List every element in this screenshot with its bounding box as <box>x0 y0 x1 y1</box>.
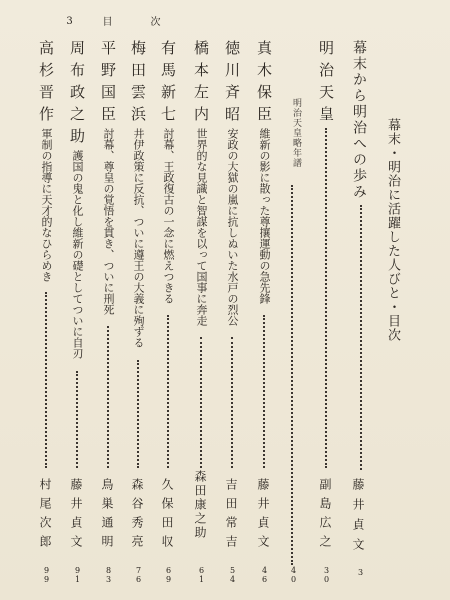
entry-leader-dots <box>45 292 47 468</box>
entry-desc: 軍制の指導に天才的なひらめき <box>40 128 53 282</box>
entry-page-number: 83 <box>104 566 113 584</box>
part-author: 藤井貞文 <box>351 478 365 558</box>
entry-leader-dots <box>137 360 139 468</box>
entry-page-number: 46 <box>260 566 269 584</box>
entry-name: 梅田雲浜 <box>129 40 147 128</box>
entry-leader-dots <box>325 128 327 468</box>
part-page-number: 3 <box>356 568 365 577</box>
entry-page-number: 69 <box>164 566 173 584</box>
entry-author: 藤井貞文 <box>256 478 270 554</box>
part-title-text: 幕末から明治への歩み <box>351 40 367 200</box>
entry-leader-dots <box>231 337 233 468</box>
entry-desc: 世界的な見識と智謀を以って国事に奔走 <box>195 128 208 326</box>
entry-name: 真木保臣 <box>255 40 273 128</box>
entry-leader-dots <box>263 315 265 468</box>
entry-author: 久保田収 <box>160 478 174 554</box>
entry-author: 藤井貞文 <box>69 478 83 554</box>
chronology-label: 明治天皇略年譜 <box>291 98 301 168</box>
entry-name: 平野国臣 <box>99 40 117 128</box>
part-leader-dots <box>360 205 362 470</box>
entry-desc: 安政の大獄の嵐に抗しぬいた水戸の烈公 <box>226 128 239 326</box>
part-title <box>352 40 366 200</box>
chronology-page-number: 40 <box>289 566 298 584</box>
entry-author: 副島広之 <box>318 478 332 554</box>
entry-name: 有馬新七 <box>159 40 177 128</box>
page-number: 3 <box>64 16 75 27</box>
book-title: 幕末・明治に活躍した人びと・目次 <box>385 118 400 342</box>
entry-author: 村尾次郎 <box>38 478 52 554</box>
chronology-leader-dots <box>291 185 293 565</box>
entry-desc: 討幕、王政復古の一念に燃えつきる <box>162 128 175 304</box>
entry-page-number: 76 <box>134 566 143 584</box>
entry-desc: 討幕、尊皇の覚悟を貫き、ついに刑死 <box>102 128 115 315</box>
header-tsugi: 次 <box>148 16 159 26</box>
entry-leader-dots <box>167 315 169 468</box>
entry-desc: 護国の鬼と化し維新の礎としてついに自刃 <box>71 150 84 359</box>
entry-page-number: 91 <box>73 566 82 584</box>
entry-author: 森谷秀亮 <box>130 478 144 554</box>
entry-page-number: 99 <box>42 566 51 584</box>
entry-leader-dots <box>76 371 78 468</box>
header-mu: 目 <box>100 16 111 26</box>
entry-desc: 維新の影に散った尊攘運動の急先鋒 <box>258 128 271 304</box>
entry-page-number: 30 <box>322 566 331 584</box>
entry-author: 鳥巣通明 <box>100 478 114 554</box>
entry-author: 吉田常吉 <box>224 478 238 554</box>
entry-author: 森田康之助 <box>193 470 207 540</box>
entry-desc: 井伊政策に反抗、ついに遵王の大義に殉ずる <box>132 128 145 348</box>
entry-leader-dots <box>200 337 202 468</box>
entry-page-number: 54 <box>228 566 237 584</box>
entry-name: 橋本左内 <box>192 40 210 128</box>
entry-name: 明治天皇 <box>317 40 335 128</box>
entry-page-number: 61 <box>197 566 206 584</box>
entry-leader-dots <box>107 326 109 468</box>
entry-name: 周布政之助 <box>68 40 86 150</box>
entry-name: 徳川斉昭 <box>223 40 241 128</box>
entry-name: 高杉晋作 <box>37 40 55 128</box>
